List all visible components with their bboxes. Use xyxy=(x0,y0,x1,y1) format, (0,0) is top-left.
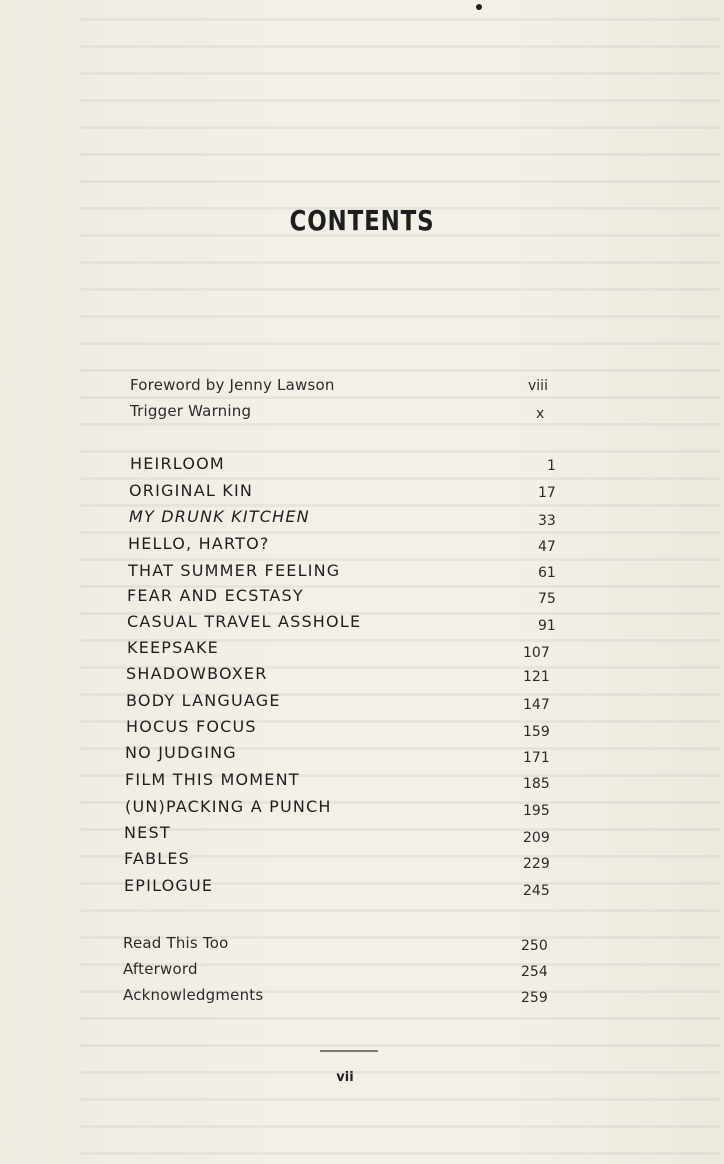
toc-entry-page: 121 xyxy=(523,669,550,685)
toc-entry-page: 171 xyxy=(523,750,550,766)
toc-entry xyxy=(130,454,610,478)
toc-entry-title: FABLES xyxy=(124,849,191,868)
toc-entry-page: 229 xyxy=(523,856,550,872)
toc-entry-title: EPILOGUE xyxy=(124,876,214,895)
toc-entry xyxy=(126,691,606,715)
toc-entry-page: 61 xyxy=(538,565,556,581)
toc-entry-page: 250 xyxy=(521,938,548,954)
toc-entry-title: NEST xyxy=(124,823,171,842)
toc-entry-title: Afterword xyxy=(123,960,198,978)
toc-entry-page: 259 xyxy=(521,990,548,1006)
toc-entry-page: 91 xyxy=(538,618,556,634)
toc-entry-title: FILM THIS MOMENT xyxy=(125,770,300,789)
toc-entry-title: MY DRUNK KITCHEN xyxy=(129,507,310,526)
toc-entry-page: 47 xyxy=(538,539,556,555)
toc-entry-title: KEEPSAKE xyxy=(127,638,219,657)
toc-entry-page: 147 xyxy=(523,697,550,713)
toc-entry xyxy=(124,849,604,873)
toc-entry xyxy=(128,534,608,558)
toc-entry-title: BODY LANGUAGE xyxy=(126,691,281,710)
toc-entry xyxy=(125,797,605,821)
toc-entry-page: x xyxy=(536,406,545,422)
toc-entry xyxy=(126,717,606,741)
toc-entry-title: SHADOWBOXER xyxy=(126,664,268,683)
toc-entry-title: NO JUDGING xyxy=(125,743,237,762)
toc-entry xyxy=(125,770,605,794)
toc-entry xyxy=(123,986,603,1010)
toc-entry xyxy=(129,481,609,505)
toc-entry xyxy=(130,376,610,400)
toc-entry xyxy=(129,507,609,531)
toc-entry xyxy=(126,664,606,688)
toc-entry-page: 245 xyxy=(523,883,550,899)
toc-entry-page: 185 xyxy=(523,776,550,792)
toc-entry-title: Foreword by Jenny Lawson xyxy=(130,376,335,394)
toc-entry-page: 195 xyxy=(523,803,550,819)
toc-entry-page: 17 xyxy=(538,485,556,501)
toc-entry xyxy=(130,402,610,426)
toc-entry-title: FEAR AND ECSTASY xyxy=(127,586,304,605)
toc-entry xyxy=(124,876,604,900)
toc-entry xyxy=(128,561,608,585)
toc-entry-title: ORIGINAL KIN xyxy=(129,481,254,500)
toc-entry xyxy=(125,743,605,767)
toc-entry-page: 254 xyxy=(521,964,548,980)
toc-entry-title: (UN)PACKING A PUNCH xyxy=(125,797,332,816)
toc-entry-title: THAT SUMMER FEELING xyxy=(128,561,341,580)
ink-speck xyxy=(475,3,483,11)
toc-entry-page: 107 xyxy=(523,645,550,661)
toc-entry xyxy=(123,960,603,984)
toc-entry-page: 33 xyxy=(538,513,556,529)
toc-entry-title: HEIRLOOM xyxy=(130,454,225,473)
toc-entry-title: Acknowledgments xyxy=(123,986,264,1004)
toc-entry xyxy=(123,934,603,958)
toc-entry-title: Trigger Warning xyxy=(130,402,252,420)
page-number: vii xyxy=(336,1070,354,1085)
toc-entry-page: 159 xyxy=(523,724,550,740)
toc-entry-page: 1 xyxy=(547,458,556,474)
toc-entry-page: 209 xyxy=(523,830,550,846)
toc-entry xyxy=(127,586,607,610)
toc-entry-page: viii xyxy=(528,378,548,394)
toc-entry-title: CASUAL TRAVEL ASSHOLE xyxy=(127,612,362,631)
toc-entry-title: Read This Too xyxy=(123,934,229,952)
toc-entry xyxy=(124,823,604,847)
toc-entry-title: HELLO, HARTO? xyxy=(128,534,270,553)
footer-rule xyxy=(320,1050,378,1052)
toc-entry xyxy=(127,638,607,662)
page-title: CONTENTS xyxy=(289,204,435,237)
toc-entry-page: 75 xyxy=(538,591,556,607)
toc-entry-title: HOCUS FOCUS xyxy=(126,717,257,736)
toc-entry xyxy=(127,612,607,636)
